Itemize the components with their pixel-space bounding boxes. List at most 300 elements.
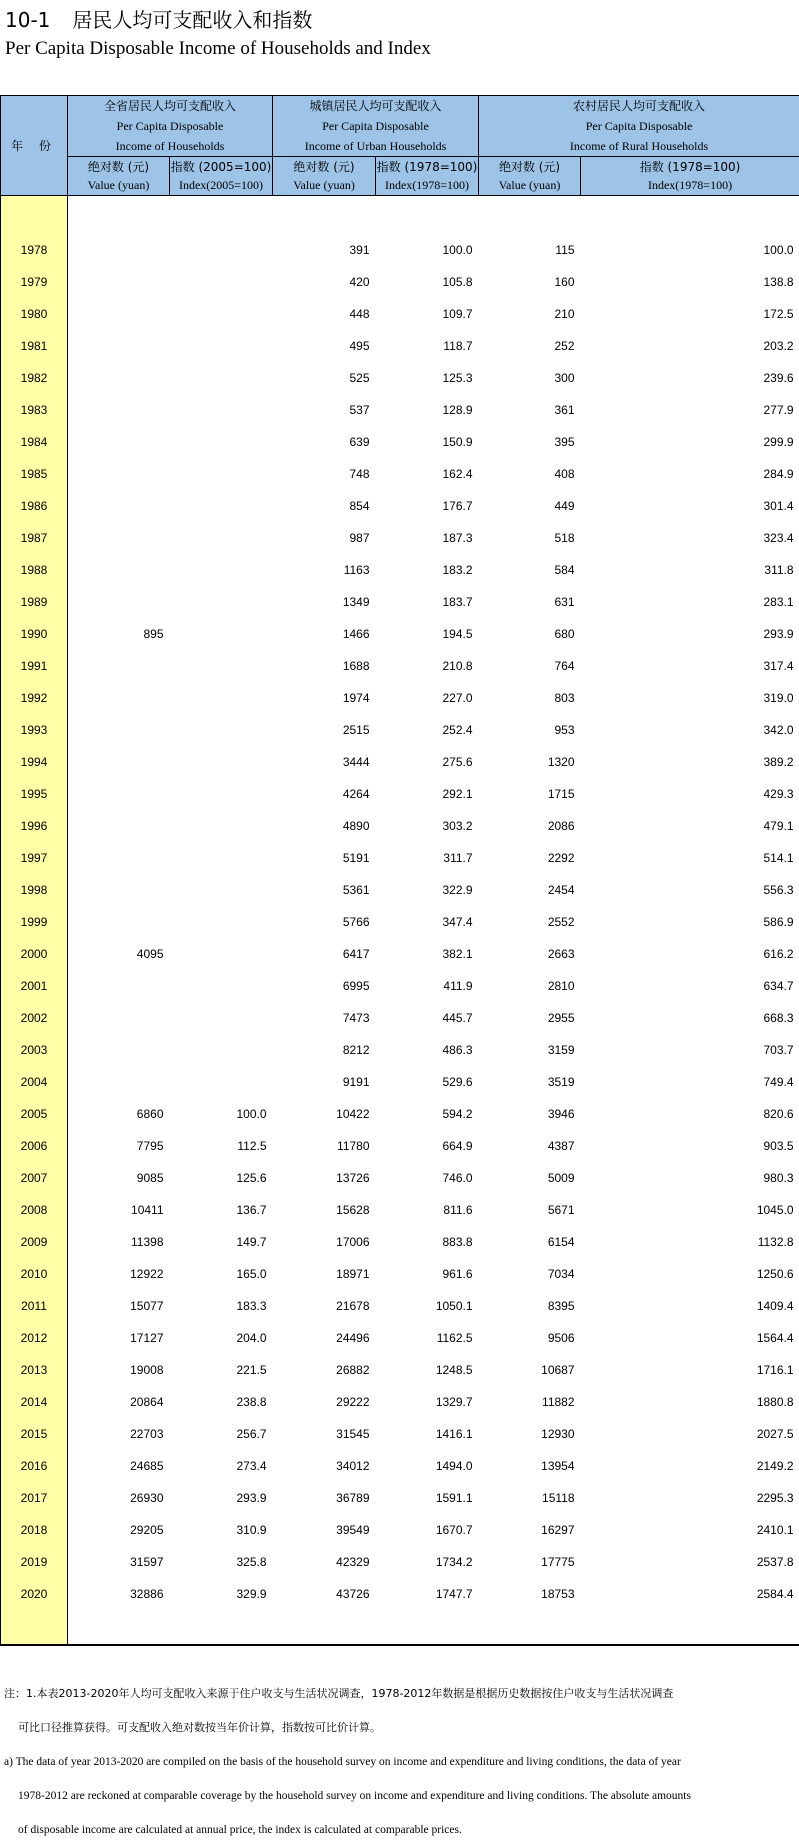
sub-header-en: Value (yuan) — [68, 176, 169, 194]
cell-province-index: 112.5 — [170, 1130, 273, 1162]
cell-province-value — [68, 458, 170, 490]
cell-rural-value: 1715 — [479, 778, 581, 810]
cell-province-value: 22703 — [68, 1418, 170, 1450]
sub-header-urban-index — [376, 157, 479, 196]
cell-urban-index: 227.0 — [376, 682, 479, 714]
cell-rural-value: 8395 — [479, 1290, 581, 1322]
cell-year: 1997 — [1, 842, 68, 874]
cell-province-value: 10411 — [68, 1194, 170, 1226]
cell-urban-index: 125.3 — [376, 362, 479, 394]
cell-province-value — [68, 810, 170, 842]
cell-year: 1992 — [1, 682, 68, 714]
cell-year: 2001 — [1, 970, 68, 1002]
table-row — [1, 426, 799, 458]
cell-rural-value: 2454 — [479, 874, 581, 906]
cell-province-value: 26930 — [68, 1482, 170, 1514]
cell-rural-value: 6154 — [479, 1226, 581, 1258]
cell-province-index — [170, 1066, 273, 1098]
cell-province-value — [68, 426, 170, 458]
table-row — [1, 1162, 799, 1194]
cell-rural-index: 301.4 — [581, 490, 799, 522]
year-column-header: 年 份 — [1, 96, 68, 196]
sub-header-rural-value — [479, 157, 581, 196]
cell-year: 1991 — [1, 650, 68, 682]
table-number: 10-1 — [5, 8, 50, 32]
cell-urban-value: 17006 — [273, 1226, 376, 1258]
cell-rural-index: 429.3 — [581, 778, 799, 810]
cell-province-value: 4095 — [68, 938, 170, 970]
cell-province-index — [170, 970, 273, 1002]
spacer-cell — [376, 196, 479, 235]
cell-urban-value: 6995 — [273, 970, 376, 1002]
cell-urban-value: 9191 — [273, 1066, 376, 1098]
cell-rural-value: 210 — [479, 298, 581, 330]
cell-year: 1987 — [1, 522, 68, 554]
cell-urban-index: 183.7 — [376, 586, 479, 618]
cell-province-index — [170, 746, 273, 778]
cell-province-index: 204.0 — [170, 1322, 273, 1354]
table-row — [1, 298, 799, 330]
table-spacer-bottom — [1, 1610, 799, 1645]
cell-urban-value: 1466 — [273, 618, 376, 650]
cell-urban-index: 529.6 — [376, 1066, 479, 1098]
cell-urban-index: 100.0 — [376, 234, 479, 266]
cell-urban-value: 31545 — [273, 1418, 376, 1450]
cell-urban-value: 448 — [273, 298, 376, 330]
table-row — [1, 1226, 799, 1258]
cell-province-index: 329.9 — [170, 1578, 273, 1610]
cell-urban-value: 1688 — [273, 650, 376, 682]
cell-rural-value: 2663 — [479, 938, 581, 970]
table-row — [1, 266, 799, 298]
cell-year: 2016 — [1, 1450, 68, 1482]
table-row — [1, 522, 799, 554]
cell-province-value — [68, 874, 170, 906]
cell-province-value — [68, 554, 170, 586]
cell-urban-index: 311.7 — [376, 842, 479, 874]
table-row — [1, 586, 799, 618]
cell-year: 1984 — [1, 426, 68, 458]
group-header-urban-en1: Per Capita Disposable — [273, 116, 478, 136]
table-row — [1, 682, 799, 714]
cell-rural-index: 284.9 — [581, 458, 799, 490]
note-en-line-1: a) The data of year 2013-2020 are compiled on the basis of the household survey on income and expenditure and living conditions, the data of year — [4, 1745, 794, 1779]
cell-province-index: 293.9 — [170, 1482, 273, 1514]
cell-province-value — [68, 298, 170, 330]
cell-year: 2002 — [1, 1002, 68, 1034]
cell-province-value: 895 — [68, 618, 170, 650]
cell-year: 2012 — [1, 1322, 68, 1354]
cell-rural-value: 5671 — [479, 1194, 581, 1226]
cell-urban-index: 594.2 — [376, 1098, 479, 1130]
cell-rural-value: 2955 — [479, 1002, 581, 1034]
cell-year: 1990 — [1, 618, 68, 650]
cell-urban-value: 495 — [273, 330, 376, 362]
cell-rural-value: 12930 — [479, 1418, 581, 1450]
cell-urban-index: 252.4 — [376, 714, 479, 746]
cell-rural-value: 2552 — [479, 906, 581, 938]
cell-rural-index: 342.0 — [581, 714, 799, 746]
cell-urban-index: 322.9 — [376, 874, 479, 906]
cell-rural-value: 11882 — [479, 1386, 581, 1418]
cell-rural-index: 2410.1 — [581, 1514, 799, 1546]
cell-rural-index: 980.3 — [581, 1162, 799, 1194]
cell-urban-index: 105.8 — [376, 266, 479, 298]
cell-urban-value: 18971 — [273, 1258, 376, 1290]
cell-province-index — [170, 586, 273, 618]
cell-province-value — [68, 522, 170, 554]
cell-urban-index: 1747.7 — [376, 1578, 479, 1610]
cell-urban-value: 1349 — [273, 586, 376, 618]
page-title-en: Per Capita Disposable Income of Households and Index — [5, 38, 431, 60]
table-row — [1, 1578, 799, 1610]
cell-urban-index: 109.7 — [376, 298, 479, 330]
cell-year: 2010 — [1, 1258, 68, 1290]
cell-urban-value: 4264 — [273, 778, 376, 810]
cell-province-index — [170, 682, 273, 714]
spacer-cell — [68, 196, 170, 235]
cell-year: 2006 — [1, 1130, 68, 1162]
cell-province-value: 11398 — [68, 1226, 170, 1258]
cell-urban-index: 292.1 — [376, 778, 479, 810]
cell-urban-value: 34012 — [273, 1450, 376, 1482]
cell-year: 1999 — [1, 906, 68, 938]
group-header-province — [68, 96, 273, 157]
cell-province-index — [170, 394, 273, 426]
cell-province-value: 20864 — [68, 1386, 170, 1418]
sub-header-en: Value (yuan) — [479, 176, 580, 194]
cell-urban-value: 7473 — [273, 1002, 376, 1034]
spacer-cell — [376, 1610, 479, 1645]
table-row — [1, 1354, 799, 1386]
cell-urban-index: 1670.7 — [376, 1514, 479, 1546]
cell-rural-value: 4387 — [479, 1130, 581, 1162]
cell-rural-value: 5009 — [479, 1162, 581, 1194]
spacer-cell — [581, 1610, 799, 1645]
cell-rural-value: 395 — [479, 426, 581, 458]
cell-rural-index: 903.5 — [581, 1130, 799, 1162]
group-header-rural — [479, 96, 799, 157]
sub-header-rural-index — [581, 157, 799, 196]
cell-rural-value: 15118 — [479, 1482, 581, 1514]
table-row — [1, 490, 799, 522]
cell-year: 2017 — [1, 1482, 68, 1514]
cell-rural-index: 514.1 — [581, 842, 799, 874]
cell-year: 1994 — [1, 746, 68, 778]
cell-urban-index: 1329.7 — [376, 1386, 479, 1418]
sub-header-cn: 指数 (1978=100) — [581, 158, 799, 176]
spacer-cell — [1, 196, 68, 235]
cell-urban-index: 303.2 — [376, 810, 479, 842]
table-row — [1, 394, 799, 426]
cell-province-value — [68, 1034, 170, 1066]
cell-province-index — [170, 1034, 273, 1066]
cell-rural-value: 3946 — [479, 1098, 581, 1130]
cell-rural-value: 10687 — [479, 1354, 581, 1386]
cell-rural-index: 100.0 — [581, 234, 799, 266]
footnotes — [4, 1677, 794, 1847]
cell-year: 2005 — [1, 1098, 68, 1130]
cell-urban-value: 36789 — [273, 1482, 376, 1514]
cell-rural-index: 2584.4 — [581, 1578, 799, 1610]
cell-urban-index: 1416.1 — [376, 1418, 479, 1450]
cell-rural-index: 703.7 — [581, 1034, 799, 1066]
cell-province-value — [68, 362, 170, 394]
cell-urban-value: 8212 — [273, 1034, 376, 1066]
cell-rural-index: 1132.8 — [581, 1226, 799, 1258]
cell-year: 2014 — [1, 1386, 68, 1418]
table-row — [1, 874, 799, 906]
cell-province-index: 136.7 — [170, 1194, 273, 1226]
cell-rural-value: 764 — [479, 650, 581, 682]
cell-rural-value: 2292 — [479, 842, 581, 874]
cell-rural-value: 584 — [479, 554, 581, 586]
cell-province-index — [170, 650, 273, 682]
table-row — [1, 810, 799, 842]
table-row — [1, 1386, 799, 1418]
cell-province-value: 24685 — [68, 1450, 170, 1482]
table-row — [1, 1066, 799, 1098]
cell-urban-index: 347.4 — [376, 906, 479, 938]
cell-province-index — [170, 874, 273, 906]
cell-urban-index: 1591.1 — [376, 1482, 479, 1514]
table-row — [1, 1034, 799, 1066]
table-row — [1, 1002, 799, 1034]
cell-province-value: 12922 — [68, 1258, 170, 1290]
cell-province-index — [170, 266, 273, 298]
sub-header-cn: 指数 (2005=100) — [170, 158, 272, 176]
cell-year: 1993 — [1, 714, 68, 746]
cell-urban-value: 391 — [273, 234, 376, 266]
cell-year: 2018 — [1, 1514, 68, 1546]
cell-province-value — [68, 1066, 170, 1098]
cell-rural-value: 2086 — [479, 810, 581, 842]
table-row — [1, 1098, 799, 1130]
table-row — [1, 906, 799, 938]
cell-rural-value: 9506 — [479, 1322, 581, 1354]
cell-province-value — [68, 394, 170, 426]
spacer-cell — [581, 196, 799, 235]
cell-urban-value: 43726 — [273, 1578, 376, 1610]
cell-urban-value: 4890 — [273, 810, 376, 842]
cell-province-index — [170, 362, 273, 394]
group-header-province-en2: Income of Households — [68, 136, 272, 156]
cell-urban-index: 411.9 — [376, 970, 479, 1002]
group-header-rural-en1: Per Capita Disposable — [479, 116, 799, 136]
cell-rural-index: 479.1 — [581, 810, 799, 842]
cell-year: 2020 — [1, 1578, 68, 1610]
table-row — [1, 1514, 799, 1546]
cell-urban-index: 883.8 — [376, 1226, 479, 1258]
note-en-line-3: of disposable income are calculated at annual price, the index is calculated at comparable prices. — [4, 1813, 794, 1847]
cell-rural-value: 803 — [479, 682, 581, 714]
table-row — [1, 1546, 799, 1578]
cell-province-value: 19008 — [68, 1354, 170, 1386]
cell-rural-index: 586.9 — [581, 906, 799, 938]
title-cn-text: 居民人均可支配收入和指数 — [72, 8, 312, 32]
cell-urban-index: 961.6 — [376, 1258, 479, 1290]
cell-rural-index: 311.8 — [581, 554, 799, 586]
cell-year: 1988 — [1, 554, 68, 586]
cell-province-index — [170, 330, 273, 362]
cell-urban-index: 1162.5 — [376, 1322, 479, 1354]
spacer-cell — [170, 1610, 273, 1645]
cell-urban-value: 639 — [273, 426, 376, 458]
table-row — [1, 362, 799, 394]
cell-rural-index: 319.0 — [581, 682, 799, 714]
cell-urban-index: 210.8 — [376, 650, 479, 682]
table-row — [1, 1130, 799, 1162]
cell-province-value — [68, 234, 170, 266]
cell-rural-index: 2027.5 — [581, 1418, 799, 1450]
cell-urban-value: 5191 — [273, 842, 376, 874]
cell-urban-value: 420 — [273, 266, 376, 298]
sub-header-en: Value (yuan) — [273, 176, 375, 194]
cell-province-index — [170, 522, 273, 554]
cell-urban-value: 987 — [273, 522, 376, 554]
cell-urban-value: 24496 — [273, 1322, 376, 1354]
cell-province-value: 9085 — [68, 1162, 170, 1194]
table-row — [1, 714, 799, 746]
cell-province-index: 149.7 — [170, 1226, 273, 1258]
cell-province-value — [68, 330, 170, 362]
table-spacer-top — [1, 196, 799, 235]
cell-urban-value: 2515 — [273, 714, 376, 746]
cell-urban-index: 1494.0 — [376, 1450, 479, 1482]
cell-rural-index: 203.2 — [581, 330, 799, 362]
cell-urban-index: 150.9 — [376, 426, 479, 458]
cell-year: 2019 — [1, 1546, 68, 1578]
cell-urban-index: 445.7 — [376, 1002, 479, 1034]
cell-province-index — [170, 618, 273, 650]
sub-header-province-value — [68, 157, 170, 196]
table-row — [1, 458, 799, 490]
cell-rural-value: 449 — [479, 490, 581, 522]
cell-rural-value: 252 — [479, 330, 581, 362]
cell-year: 2008 — [1, 1194, 68, 1226]
cell-province-index — [170, 714, 273, 746]
cell-rural-index: 239.6 — [581, 362, 799, 394]
cell-province-value: 29205 — [68, 1514, 170, 1546]
cell-year: 1998 — [1, 874, 68, 906]
table-row — [1, 1418, 799, 1450]
cell-province-index — [170, 298, 273, 330]
cell-year: 1986 — [1, 490, 68, 522]
cell-urban-index: 664.9 — [376, 1130, 479, 1162]
cell-province-index — [170, 778, 273, 810]
cell-province-index: 325.8 — [170, 1546, 273, 1578]
cell-province-index: 165.0 — [170, 1258, 273, 1290]
cell-province-index — [170, 842, 273, 874]
sub-header-cn: 绝对数 (元) — [68, 158, 169, 176]
cell-province-value: 15077 — [68, 1290, 170, 1322]
cell-rural-index: 293.9 — [581, 618, 799, 650]
cell-province-index — [170, 938, 273, 970]
cell-urban-index: 811.6 — [376, 1194, 479, 1226]
cell-urban-value: 15628 — [273, 1194, 376, 1226]
cell-year: 1985 — [1, 458, 68, 490]
spacer-cell — [479, 1610, 581, 1645]
cell-year: 2004 — [1, 1066, 68, 1098]
cell-urban-index: 194.5 — [376, 618, 479, 650]
cell-province-value — [68, 714, 170, 746]
cell-urban-value: 3444 — [273, 746, 376, 778]
note-cn-line-2: 可比口径推算获得。可支配收入绝对数按当年价计算，指数按可比价计算。 — [4, 1711, 794, 1745]
sub-header-urban-value — [273, 157, 376, 196]
cell-province-index — [170, 490, 273, 522]
sub-header-en: Index(1978=100) — [376, 176, 478, 194]
group-header-province-cn: 全省居民人均可支配收入 — [68, 96, 272, 116]
cell-year: 2000 — [1, 938, 68, 970]
cell-urban-value: 748 — [273, 458, 376, 490]
sub-header-cn: 绝对数 (元) — [273, 158, 375, 176]
sub-header-en: Index(2005=100) — [170, 176, 272, 194]
cell-province-value — [68, 970, 170, 1002]
cell-rural-value: 2810 — [479, 970, 581, 1002]
cell-rural-index: 634.7 — [581, 970, 799, 1002]
table-body — [1, 196, 799, 1646]
table-row — [1, 1290, 799, 1322]
cell-year: 1983 — [1, 394, 68, 426]
cell-province-index — [170, 554, 273, 586]
cell-province-value — [68, 490, 170, 522]
cell-province-value: 31597 — [68, 1546, 170, 1578]
cell-urban-index: 1734.2 — [376, 1546, 479, 1578]
cell-province-value — [68, 778, 170, 810]
sub-header-cn: 指数 (1978=100) — [376, 158, 478, 176]
cell-year: 1980 — [1, 298, 68, 330]
cell-rural-index: 277.9 — [581, 394, 799, 426]
cell-province-index: 273.4 — [170, 1450, 273, 1482]
cell-rural-value: 160 — [479, 266, 581, 298]
note-en-line-2: 1978-2012 are reckoned at comparable coverage by the household survey on income and expenditure and living conditions. The absolute amounts — [4, 1779, 794, 1813]
cell-province-value — [68, 682, 170, 714]
table-row — [1, 1450, 799, 1482]
table-row — [1, 778, 799, 810]
cell-rural-value: 300 — [479, 362, 581, 394]
cell-rural-index: 1409.4 — [581, 1290, 799, 1322]
cell-rural-index: 1564.4 — [581, 1322, 799, 1354]
table-row — [1, 746, 799, 778]
cell-rural-value: 16297 — [479, 1514, 581, 1546]
cell-province-value — [68, 1002, 170, 1034]
sub-header-cn: 绝对数 (元) — [479, 158, 580, 176]
group-header-urban-en2: Income of Urban Households — [273, 136, 478, 156]
cell-urban-index: 1050.1 — [376, 1290, 479, 1322]
cell-rural-index: 138.8 — [581, 266, 799, 298]
cell-rural-value: 7034 — [479, 1258, 581, 1290]
cell-rural-index: 2149.2 — [581, 1450, 799, 1482]
cell-urban-value: 10422 — [273, 1098, 376, 1130]
cell-year: 2007 — [1, 1162, 68, 1194]
table-row — [1, 1258, 799, 1290]
cell-rural-index: 2295.3 — [581, 1482, 799, 1514]
cell-urban-index: 486.3 — [376, 1034, 479, 1066]
cell-rural-value: 18753 — [479, 1578, 581, 1610]
cell-province-index — [170, 426, 273, 458]
cell-urban-value: 11780 — [273, 1130, 376, 1162]
cell-year: 2015 — [1, 1418, 68, 1450]
cell-rural-index: 1045.0 — [581, 1194, 799, 1226]
cell-year: 1981 — [1, 330, 68, 362]
cell-urban-value: 854 — [273, 490, 376, 522]
income-table-wrapper — [0, 95, 799, 1646]
cell-urban-index: 382.1 — [376, 938, 479, 970]
cell-province-value — [68, 842, 170, 874]
cell-urban-value: 29222 — [273, 1386, 376, 1418]
table-row — [1, 330, 799, 362]
cell-province-index: 256.7 — [170, 1418, 273, 1450]
